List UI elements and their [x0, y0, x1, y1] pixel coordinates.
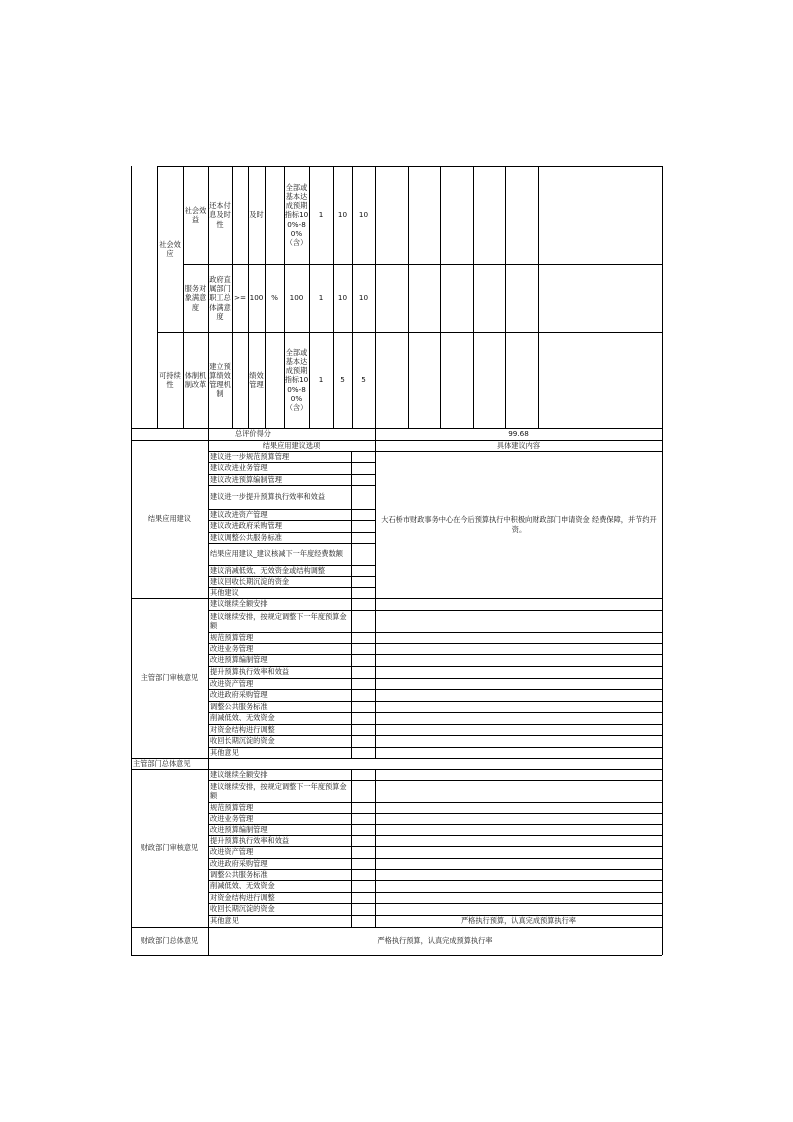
result-detail-text: 大石桥市财政事务中心在今后预算执行中积极向财政部门申请资金 经费保障，并节约开资。 — [381, 515, 657, 534]
option-row-label: 建议改进预算编制管理 — [210, 474, 282, 484]
indicator-mechanism-actual: 1 — [318, 375, 324, 385]
indicator-mechanism-score: 5 — [361, 375, 366, 385]
indicator-pay-timely-score: 10 — [358, 210, 369, 220]
option-row-label: 结果应用建议_建议核减下一年度经费数额 — [210, 549, 343, 559]
option-row-label: 提升预算执行效率和效益 — [210, 667, 290, 677]
grid-vline — [505, 166, 506, 428]
option-check-cell[interactable] — [351, 474, 375, 485]
total-score-label: 总评价得分 — [235, 429, 271, 439]
option-row-label: 削减低效、无效资金 — [210, 881, 275, 891]
indicator-pay-timely: 还本付息及时性 — [209, 201, 231, 229]
option-check-cell[interactable] — [351, 565, 375, 576]
option-row-label: 建议进一步提升预算执行效率和效益 — [210, 492, 326, 502]
option-check-cell[interactable] — [351, 643, 375, 654]
option-check-cell[interactable] — [351, 587, 375, 598]
indicator-satisfaction: 政府直属部门职工总体满意度 — [209, 274, 231, 321]
option-row-label: 规范预算管理 — [210, 632, 254, 642]
option-check-cell[interactable] — [351, 576, 375, 587]
indicator-satisfaction-target: 100 — [249, 293, 264, 303]
option-row-label: 规范预算管理 — [210, 802, 254, 812]
option-row-label: 削减低效、无效资金 — [210, 713, 275, 723]
option-row-label: 其他意见 — [210, 747, 239, 757]
option-row-label: 建议继续全额安排 — [210, 599, 268, 609]
finance-overall-label: 财政部门总体意见 — [140, 936, 199, 946]
option-check-cell[interactable] — [351, 903, 375, 915]
option-row-label: 改进政府采购管理 — [210, 858, 268, 868]
indicator-satisfaction-unit: % — [271, 293, 278, 303]
option-check-cell[interactable] — [351, 598, 375, 610]
option-row-label: 建议继续安排，按规定调整下一年度预算金额 — [210, 611, 347, 630]
option-row-label: 改进资产管理 — [210, 678, 254, 688]
level2-social-benefit-cell: 社会效益 — [184, 205, 207, 224]
indicator-mechanism-weight: 5 — [340, 375, 345, 385]
option-check-cell[interactable] — [351, 666, 375, 678]
option-row-label: 建议进一步规范预算管理 — [210, 451, 290, 461]
indicator-pay-timely-actual: 1 — [318, 210, 324, 220]
option-row-label: 建议回收长期沉淀的资金 — [210, 576, 290, 586]
option-check-cell[interactable] — [351, 462, 375, 474]
option-check-cell[interactable] — [351, 769, 375, 780]
option-check-cell[interactable] — [351, 892, 375, 903]
result-options-header: 结果应用建议选项 — [262, 440, 321, 450]
indicator-mechanism-standard: 全部或基本达成预期指标100%-80%（含） — [284, 347, 309, 412]
option-check-cell[interactable] — [351, 915, 375, 927]
indicator-mechanism-value: 绩效管理 — [249, 370, 264, 389]
finance-section-label: 财政部门审核意见 — [140, 843, 199, 853]
option-check-cell[interactable] — [351, 543, 375, 565]
level1-social-cell: 社会效应 — [159, 239, 181, 258]
option-check-cell[interactable] — [351, 846, 375, 858]
option-check-cell[interactable] — [351, 654, 375, 666]
indicator-pay-timely-standard: 全部或基本达成预期指标100%-80%（含） — [284, 182, 309, 247]
competent-overall-label: 主管部门总体意见 — [133, 758, 191, 768]
option-row-label: 改进政府采购管理 — [210, 690, 268, 700]
option-row-label: 建议消减低效、无效资金或结构调整 — [210, 565, 326, 575]
option-check-cell[interactable] — [351, 520, 375, 532]
option-row-label: 调整公共服务标准 — [210, 869, 268, 879]
finance-other-text: 严格执行预算，认真完成预算执行率 — [460, 916, 576, 926]
option-row-label: 改进业务管理 — [210, 813, 254, 823]
option-check-cell[interactable] — [351, 880, 375, 892]
option-check-cell[interactable] — [351, 869, 375, 880]
grid-vline — [440, 166, 441, 428]
option-row-label: 建议改进资产管理 — [210, 509, 268, 519]
option-check-cell[interactable] — [351, 735, 375, 747]
option-check-cell[interactable] — [351, 509, 375, 520]
option-check-cell[interactable] — [351, 724, 375, 735]
option-row-label: 改进业务管理 — [210, 643, 254, 653]
option-row-label: 提升预算执行效率和效益 — [210, 835, 290, 845]
option-row-label: 建议改进业务管理 — [210, 463, 268, 473]
option-row-label: 收回长期沉淀的资金 — [210, 904, 275, 914]
grid-vline — [375, 598, 376, 758]
option-row-label: 建议调整公共服务标准 — [210, 532, 282, 542]
option-row-label: 建议改进政府采购管理 — [210, 521, 282, 531]
option-check-cell[interactable] — [351, 858, 375, 869]
level2-service-satisfaction-cell: 服务对象满意度 — [184, 284, 207, 312]
option-row-label: 其他意见 — [210, 916, 239, 926]
grid-vline — [375, 769, 376, 927]
finance-overall-text: 严格执行预算，认真完成预算执行率 — [377, 936, 493, 946]
option-check-cell[interactable] — [351, 780, 375, 802]
option-check-cell[interactable] — [351, 835, 375, 846]
competent-section-label: 主管部门审核意见 — [140, 673, 199, 683]
option-check-cell[interactable] — [351, 701, 375, 712]
grid-vline — [375, 166, 376, 428]
option-check-cell[interactable] — [351, 813, 375, 824]
option-check-cell[interactable] — [351, 451, 375, 462]
option-check-cell[interactable] — [351, 485, 375, 509]
option-row-label: 对资金结构进行调整 — [210, 724, 275, 734]
option-check-cell[interactable] — [351, 532, 375, 543]
option-check-cell[interactable] — [351, 824, 375, 835]
option-row-label: 调整公共服务标准 — [210, 701, 268, 711]
option-check-cell[interactable] — [351, 678, 375, 689]
option-row-label: 其他建议 — [210, 587, 239, 597]
grid-vline — [662, 166, 663, 428]
indicator-satisfaction-weight: 10 — [337, 293, 348, 303]
level2-mechanism-cell: 体制机制改革 — [184, 370, 207, 389]
option-row-label: 对资金结构进行调整 — [210, 892, 275, 902]
total-score-value: 99.68 — [508, 429, 529, 439]
indicator-pay-timely-value: 及时 — [249, 210, 264, 220]
indicator-satisfaction-op: >= — [233, 293, 247, 303]
result-detail-header: 具体建议内容 — [496, 440, 541, 450]
grid-vline — [375, 440, 376, 598]
indicator-satisfaction-actual-value: 100 — [289, 293, 304, 303]
indicator-satisfaction-actual: 1 — [318, 293, 324, 303]
level1-sustain-cell: 可持续性 — [159, 370, 181, 389]
grid-vline — [538, 166, 539, 428]
grid-vline — [408, 166, 409, 428]
option-check-cell[interactable] — [351, 802, 375, 813]
option-check-cell[interactable] — [351, 632, 375, 643]
option-row-label: 改进预算编制管理 — [210, 824, 268, 834]
option-row-label: 建议继续安排，按规定调整下一年度预算金额 — [210, 781, 347, 800]
result-section-label: 结果应用建议 — [147, 514, 192, 524]
grid-vline — [662, 428, 663, 955]
indicator-mechanism: 建立预算绩效管理机制 — [209, 361, 231, 399]
option-row-label: 建议继续全额安排 — [210, 769, 268, 779]
grid-vline — [473, 166, 474, 428]
grid-hline — [131, 955, 662, 956]
indicator-pay-timely-weight: 10 — [337, 210, 348, 220]
option-row-label: 收回长期沉淀的资金 — [210, 736, 275, 746]
option-row-label: 改进资产管理 — [210, 847, 254, 857]
grid-hline — [131, 758, 662, 759]
indicator-satisfaction-score: 10 — [358, 293, 369, 303]
option-check-cell[interactable] — [351, 610, 375, 632]
option-row-label: 改进预算编制管理 — [210, 655, 268, 665]
option-check-cell[interactable] — [351, 747, 375, 758]
option-check-cell[interactable] — [351, 689, 375, 701]
option-check-cell[interactable] — [351, 712, 375, 724]
